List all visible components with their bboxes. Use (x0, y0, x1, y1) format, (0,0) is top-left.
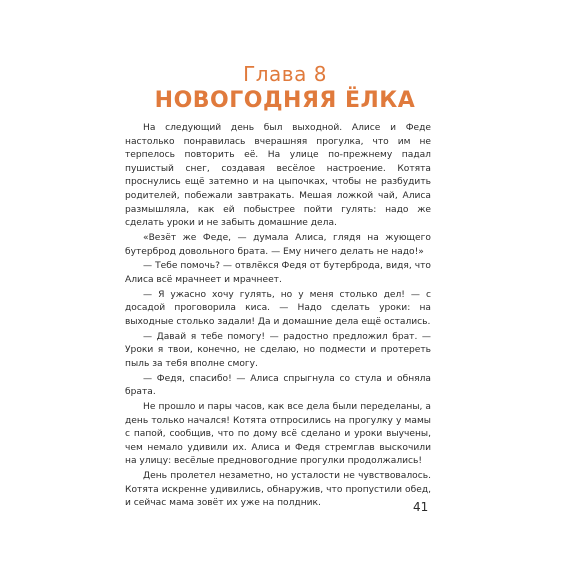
paragraph: — Я ужасно хочу гулять, но у меня столько дел! — с досадой проговорила киса. — Надо сделать уроки: на выходные столько задали! Да и домашние дела ещё остались. (125, 289, 431, 327)
paragraph: — Федя, спасибо! — Алиса спрыгнула со стула и обняла брата. (125, 373, 431, 398)
paragraph: Не прошло и пары часов, как все дела были переделаны, а день только начался! Котята отпросились на прогулку у мамы с папой, сообщив, что по дому всё сделано и уроки выучены, чем немало удивили их. Алиса и Федя стремглав выскочили на улицу: весёлые предновогодние прогулки продолжались! (125, 402, 431, 467)
page-number: 41 (413, 500, 429, 514)
chapter-body (125, 122, 431, 511)
chapter-title: НОВОГОДНЯЯ ЁЛКА (154, 88, 416, 113)
paragraph: День пролетел незаметно, но усталости не чувствовалось. Котята искренне удивились, обнаружив, что пропустили обед, и сейчас мама зовёт их уже на полдник. (125, 471, 431, 509)
chapter-label: Глава 8 (243, 62, 327, 86)
paragraph: — Давай я тебе помогу! — радостно предложил брат. — Уроки я твои, конечно, не сделаю, но подмести и протереть пыль за тебя вполне смогу. (125, 331, 431, 369)
paragraph: На следующий день был выходной. Алисе и Феде настолько понравилась вчерашняя прогулка, что им не терпелось повторить её. На улице по-прежнему падал пушистый снег, создавая весёлое настроение. Котята проснулись ещё затемно и на цыпочках, чтобы не разбудить родителей, побежали завтракать. Мешая ложкой чай, Алиса размышляла, как ей побыстрее пойти гулять: надо же сделать уроки и не забыть домашние дела. (125, 123, 431, 229)
paragraph: «Везёт же Феде, — думала Алиса, глядя на жующего бутерброд довольного брата. — Ему ничего делать не надо!» (125, 232, 431, 257)
paragraph: — Тебе помочь? — отвлёкся Федя от бутерброда, видя, что Алиса всё мрачнеет и мрачнеет. (125, 261, 431, 285)
